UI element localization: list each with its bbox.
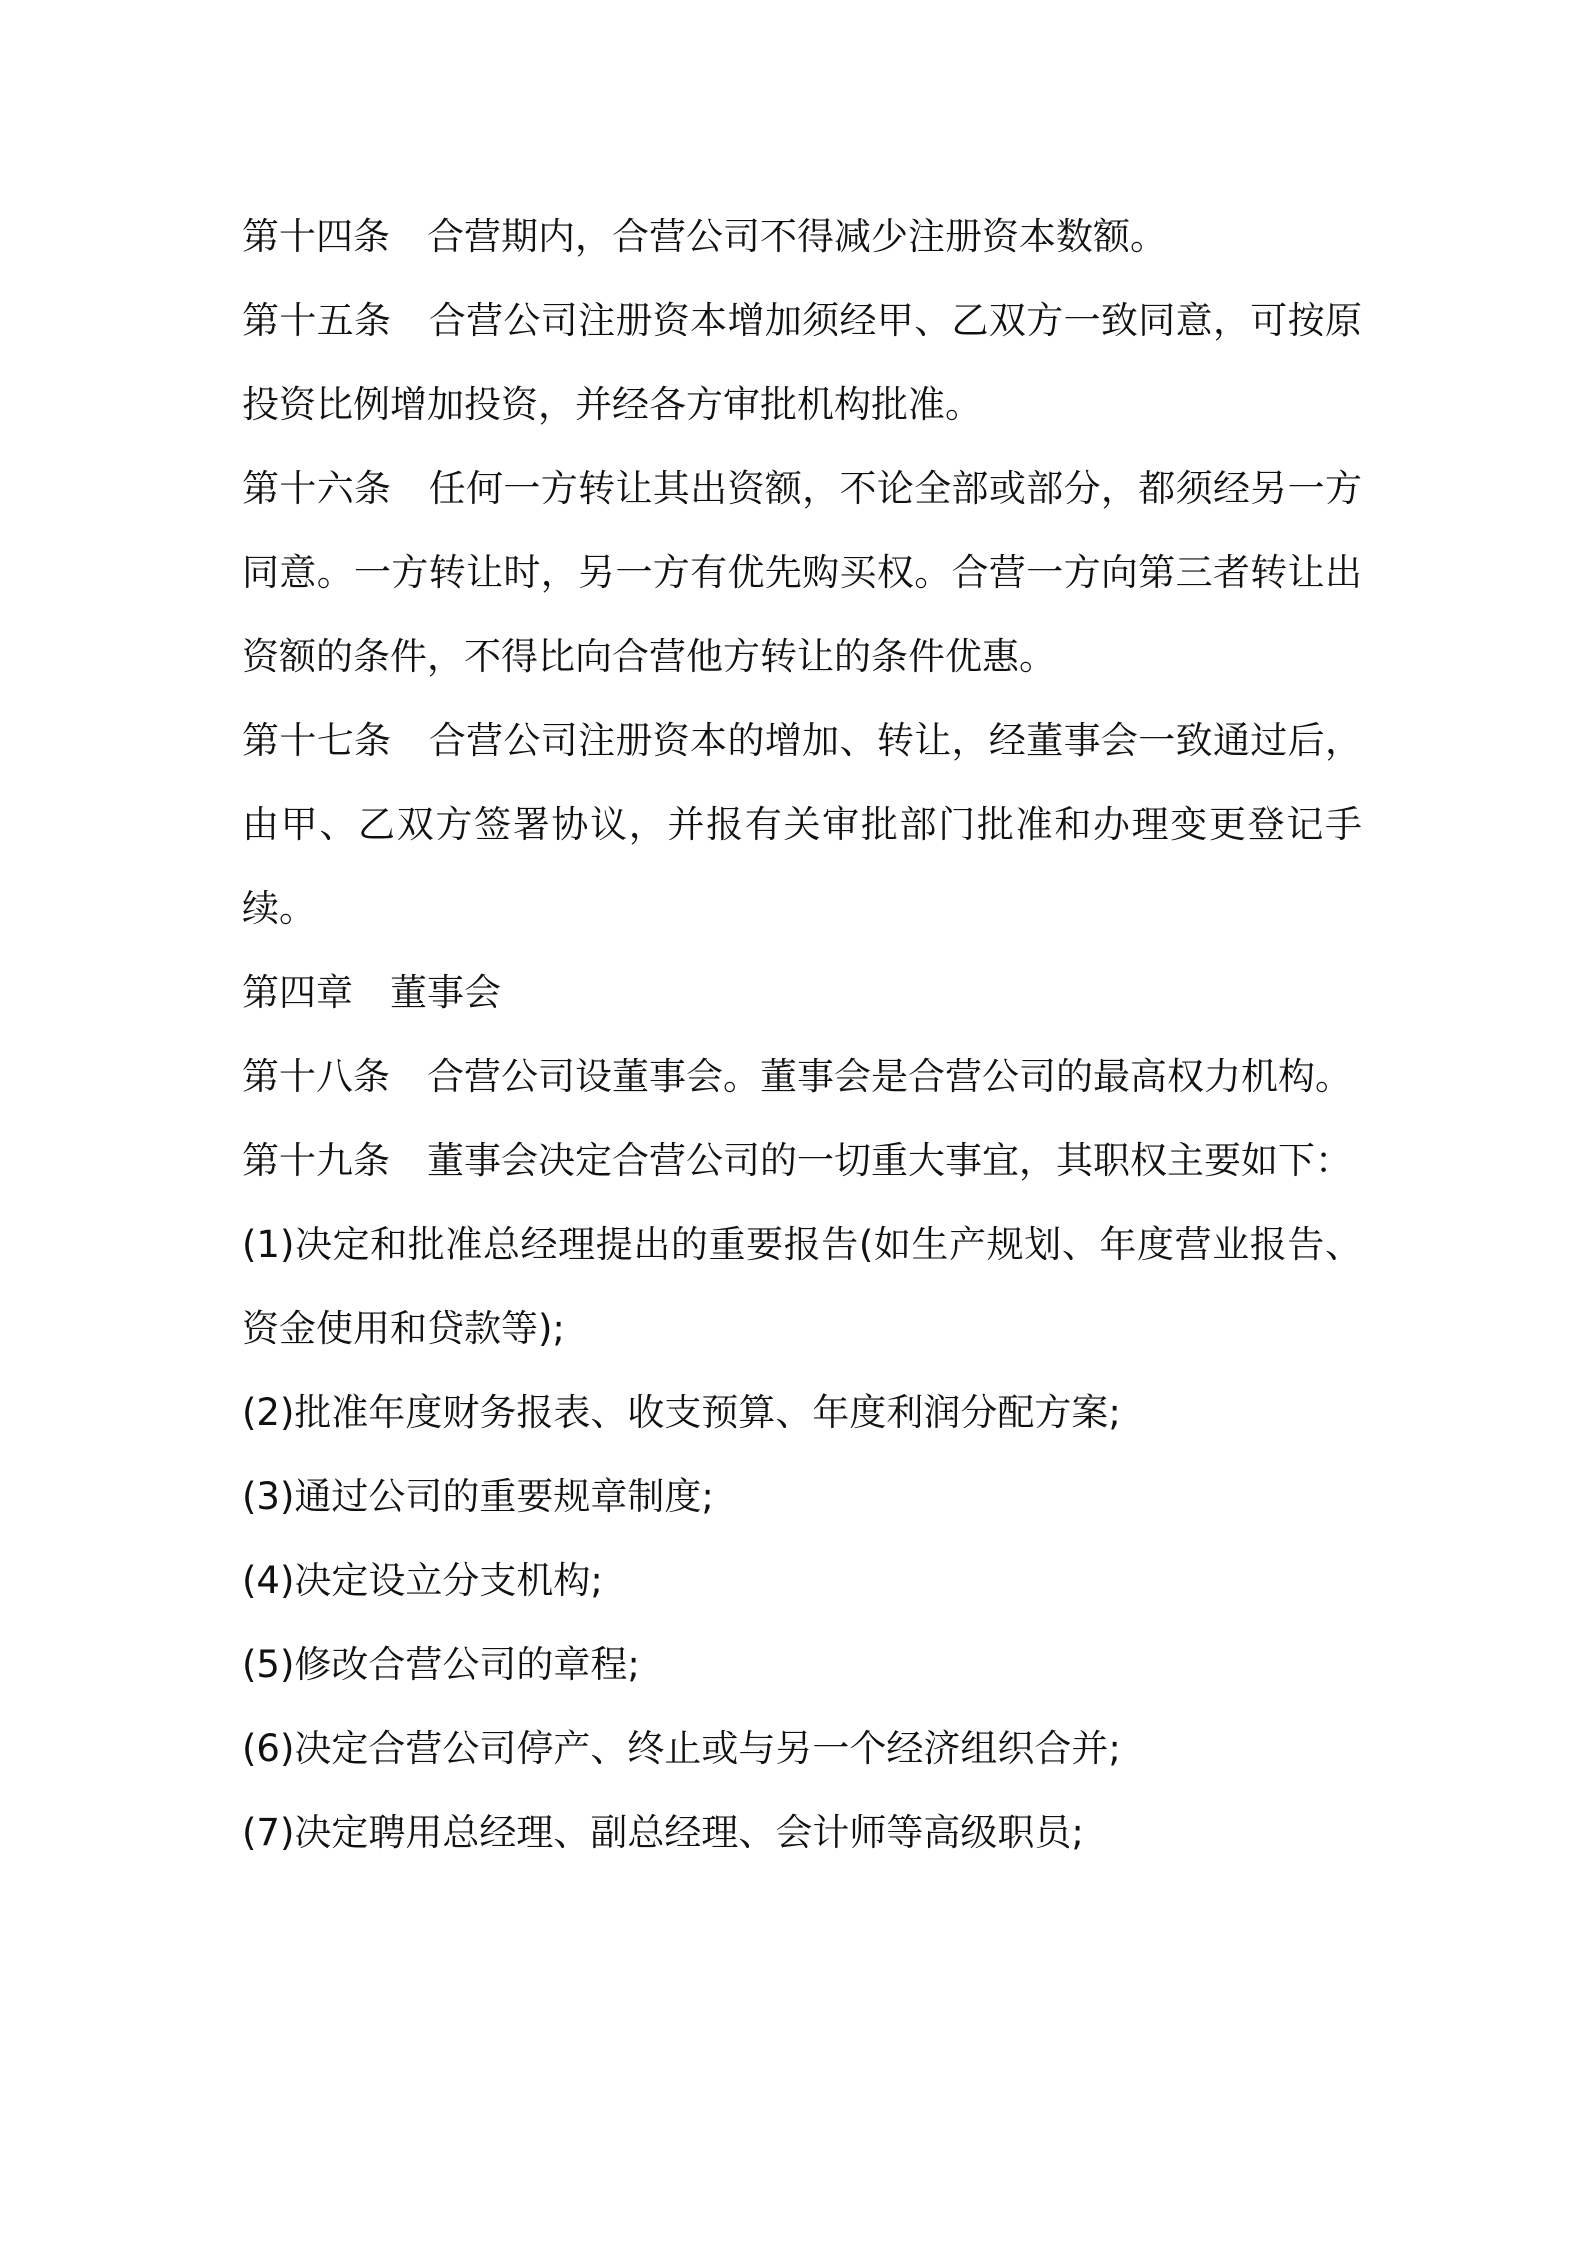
list-item-3: (3)通过公司的重要规章制度; xyxy=(242,1475,714,1518)
list-item-4: (4)决定设立分支机构; xyxy=(242,1559,603,1602)
document-body xyxy=(242,195,1362,1875)
list-item-7: (7)决定聘用总经理、副总经理、会计师等高级职员; xyxy=(242,1811,1084,1854)
list-item-1: (1)决定和批准总经理提出的重要报告(如生产规划、年度营业报告、资金使用和贷款等); xyxy=(242,1223,1362,1350)
list-item-5: (5)修改合营公司的章程; xyxy=(242,1643,640,1686)
list-item-6: (6)决定合营公司停产、终止或与另一个经济组织合并; xyxy=(242,1727,1121,1770)
chapter-4-heading: 第四章 董事会 xyxy=(242,971,501,1014)
article-14: 第十四条 合营期内，合营公司不得减少注册资本数额。 xyxy=(242,215,1167,258)
article-15: 第十五条 合营公司注册资本增加须经甲、乙双方一致同意，可按原投资比例增加投资，并经各方审批机构批准。 xyxy=(242,299,1362,426)
article-19: 第十九条 董事会决定合营公司的一切重大事宜，其职权主要如下： xyxy=(242,1139,1352,1182)
article-18: 第十八条 合营公司设董事会。董事会是合营公司的最高权力机构。 xyxy=(242,1055,1352,1098)
list-item-2: (2)批准年度财务报表、收支预算、年度利润分配方案; xyxy=(242,1391,1121,1434)
article-16: 第十六条 任何一方转让其出资额，不论全部或部分，都须经另一方同意。一方转让时，另一方有优先购买权。合营一方向第三者转让出资额的条件，不得比向合营他方转让的条件优惠。 xyxy=(242,467,1362,678)
article-17: 第十七条 合营公司注册资本的增加、转让，经董事会一致通过后，由甲、乙双方签署协议，并报有关审批部门批准和办理变更登记手续。 xyxy=(242,719,1362,930)
